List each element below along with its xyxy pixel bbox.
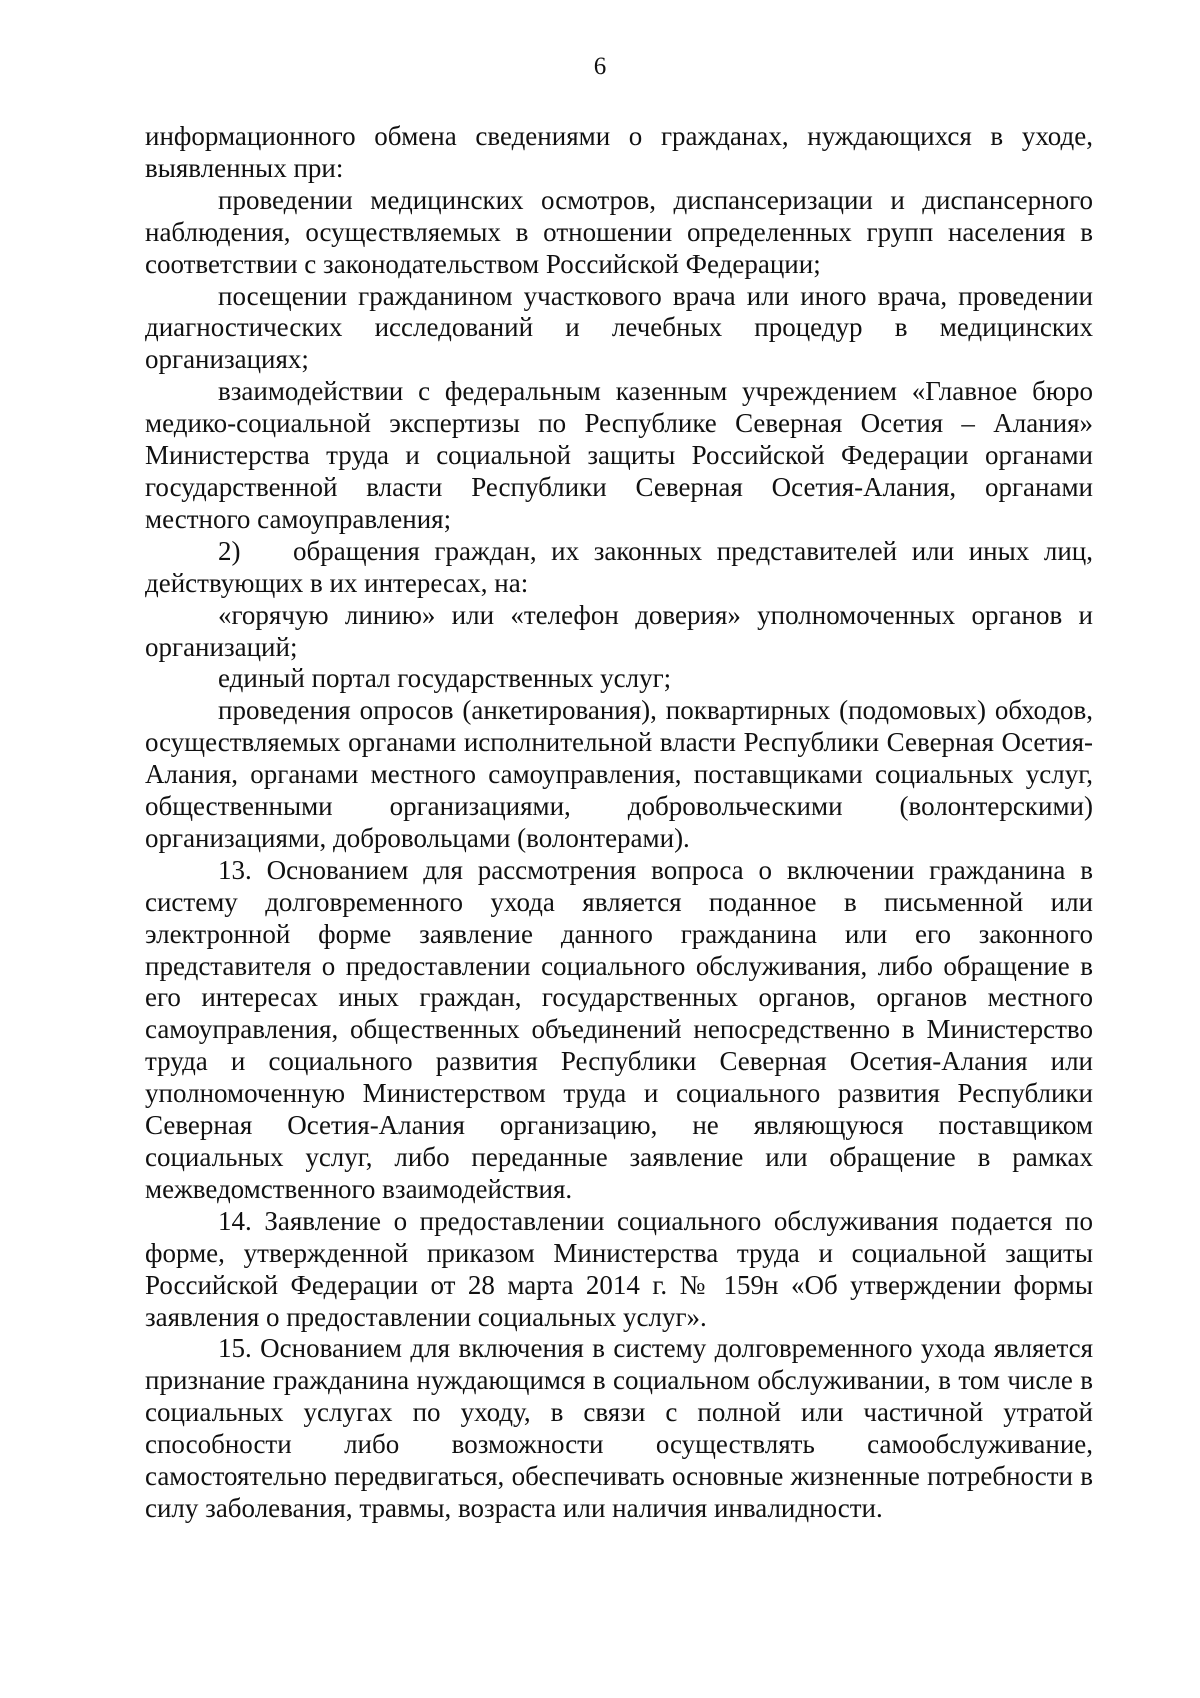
page-number: 6 — [593, 53, 607, 80]
paragraph-interaction-mse: взаимодействии с федеральным казенным учреждением «Главное бюро медико-социальной экспертизы по Республике Северная Осетия – Алания» Министерства труда и социальной защиты Российской Федерации органами государственной власти Республики Северная Осетия-Алания, органами местного самоуправления; — [145, 376, 1093, 534]
paragraph-clause-15: 15. Основанием для включения в систему долговременного ухода является признание гражданина нуждающимся в социальном обслуживании, в том числе в социальных услугах по уходу, в связи с полной или частичной утратой способности либо возможности осуществлять самообслуживание, самостоятельно передвигаться, обеспечивать основные жизненные потребности в силу заболевания, травмы, возраста или наличия инвалидности. — [145, 1333, 1093, 1523]
paragraph-hotline: «горячую линию» или «телефон доверия» уполномоченных органов и организаций; — [145, 599, 1093, 662]
paragraph-surveys: проведения опросов (анкетирования), поквартирных (подомовых) обходов, осуществляемых органами исполнительной власти Республики Северная Осетия-Алания, органами местного самоуправления, поставщиками социальных услуг, общественными организациями, добровольческими (волонтерскими) организациями, добровольцами (волонтерами). — [145, 695, 1093, 853]
paragraph-intro: информационного обмена сведениями о гражданах, нуждающихся в уходе, выявленных при: — [145, 121, 1093, 183]
paragraph-doctor-visits: посещении гражданином участкового врача или иного врача, проведении диагностических исследований и лечебных процедур в медицинских организациях; — [145, 280, 1093, 375]
paragraph-medical-checkups: проведении медицинских осмотров, диспансеризации и диспансерного наблюдения, осуществляемых в отношении определенных групп населения в соответствии с законодательством Российской Федерации; — [145, 184, 1093, 279]
paragraph-portal: единый портал государственных услуг; — [218, 663, 672, 694]
paragraph-item-2 — [145, 536, 1093, 600]
item-number: 2) — [218, 535, 241, 566]
paragraph-clause-13: 13. Основанием для рассмотрения вопроса о включении гражданина в систему долговременного ухода является поданное в письменной или электронной форме заявление данного гражданина или его законного представителя о предоставлении социального обслуживания, либо обращение в его интересах иных граждан, государственных органов, органов местного самоуправления, общественных объединений непосредственно в Министерство труда и социального развития Республики Северная Осетия-Алания или уполномоченную Министерством труда и социального развития Республики Северная Осетия-Алания организацию, не являющуюся поставщиком социальных услуг, либо переданные заявление или обращение в рамках межведомственного взаимодействия. — [145, 854, 1093, 1204]
item-2-text: обращения граждан, их законных представителей или иных лиц, действующих в их интересах, на: — [145, 535, 1093, 598]
paragraph-clause-14: 14. Заявление о предоставлении социального обслуживания подается по форме, утвержденной приказом Министерства труда и социальной защиты Российской Федерации от 28 марта 2014 г. № 159н «Об утверждении формы заявления о предоставлении социальных услуг». — [145, 1205, 1093, 1332]
document-body — [145, 121, 1093, 1525]
